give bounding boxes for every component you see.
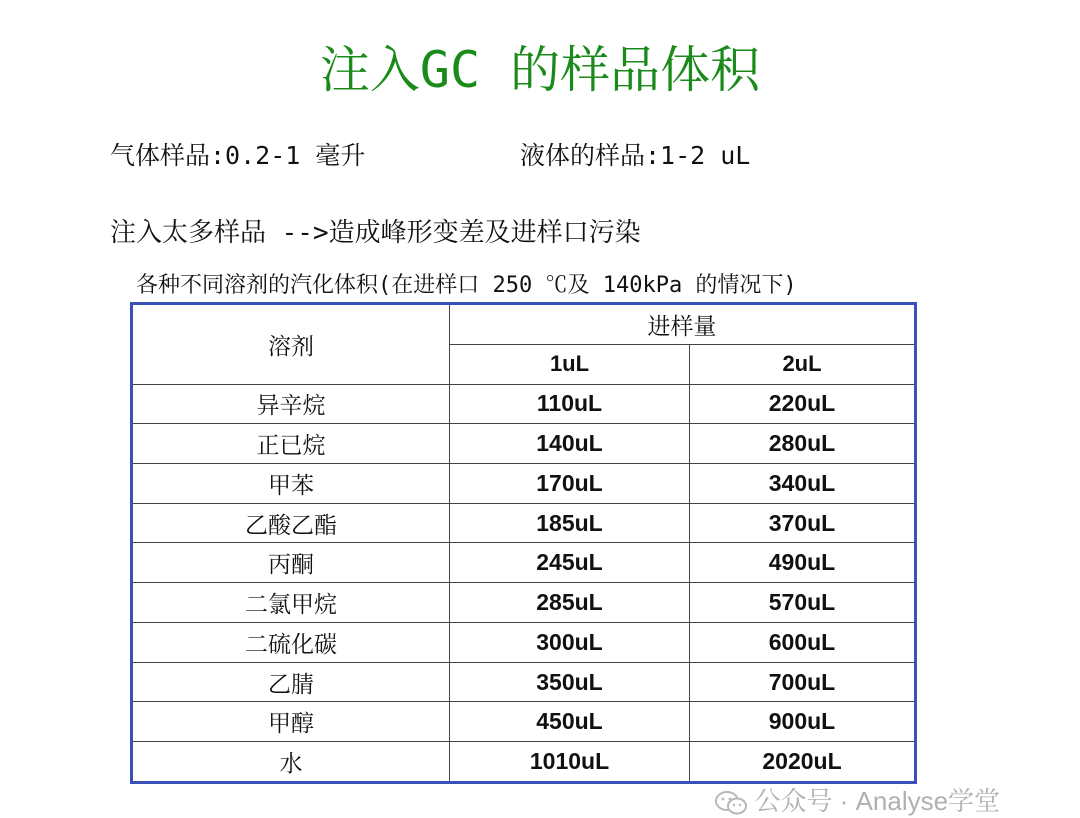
volume-2ul-cell: 600uL xyxy=(690,622,916,662)
solvent-name-cell: 乙腈 xyxy=(132,662,450,702)
volume-1ul-cell: 185uL xyxy=(450,503,690,543)
volume-1ul-cell: 285uL xyxy=(450,583,690,623)
table-row xyxy=(132,702,916,742)
volume-2ul-cell: 2020uL xyxy=(690,742,916,783)
table-row xyxy=(132,583,916,623)
volume-1ul-cell: 300uL xyxy=(450,622,690,662)
solvent-name-cell: 甲苯 xyxy=(132,463,450,503)
table-row xyxy=(132,384,916,424)
volume-2ul-cell: 280uL xyxy=(690,424,916,464)
volume-1ul-cell: 110uL xyxy=(450,384,690,424)
table-row xyxy=(132,424,916,464)
volume-2ul-cell: 570uL xyxy=(690,583,916,623)
wechat-icon xyxy=(714,790,748,816)
slide-title: 注入GC 的样品体积 xyxy=(319,41,761,99)
table-caption: 各种不同溶剂的汽化体积(在进样口 250 ℃及 140kPa 的情况下) xyxy=(136,273,797,298)
solvent-name-cell: 乙酸乙酯 xyxy=(132,503,450,543)
solvent-header: 溶剂 xyxy=(132,304,450,385)
solvent-name-cell: 异辛烷 xyxy=(132,384,450,424)
solvent-name-cell: 甲醇 xyxy=(132,702,450,742)
vaporization-volume-table xyxy=(130,302,917,784)
liquid-sample-volume: 液体的样品:1-2 uL xyxy=(520,141,751,170)
col-2ul-header: 2uL xyxy=(690,344,916,384)
volume-1ul-cell: 450uL xyxy=(450,702,690,742)
gas-sample-volume: 气体样品:0.2-1 毫升 xyxy=(110,141,366,170)
table-row xyxy=(132,503,916,543)
volume-2ul-cell: 340uL xyxy=(690,463,916,503)
volume-2ul-cell: 220uL xyxy=(690,384,916,424)
solvent-name-cell: 二氯甲烷 xyxy=(132,583,450,623)
injection-volume-header: 进样量 xyxy=(450,304,916,345)
col-1ul-header: 1uL xyxy=(450,344,690,384)
table-row xyxy=(132,543,916,583)
volume-1ul-cell: 350uL xyxy=(450,662,690,702)
table-header-row xyxy=(132,304,916,345)
volume-2ul-cell: 370uL xyxy=(690,503,916,543)
solvent-name-cell: 丙酮 xyxy=(132,543,450,583)
volume-1ul-cell: 140uL xyxy=(450,424,690,464)
solvent-name-cell: 二硫化碳 xyxy=(132,622,450,662)
volume-1ul-cell: 1010uL xyxy=(450,742,690,783)
table-row xyxy=(132,662,916,702)
solvent-name-cell: 正已烷 xyxy=(132,424,450,464)
overload-warning: 注入太多样品 -->造成峰形变差及进样口污染 xyxy=(110,218,641,248)
volume-2ul-cell: 490uL xyxy=(690,543,916,583)
volume-1ul-cell: 245uL xyxy=(450,543,690,583)
volume-2ul-cell: 900uL xyxy=(690,702,916,742)
volume-2ul-cell: 700uL xyxy=(690,662,916,702)
volume-1ul-cell: 170uL xyxy=(450,463,690,503)
watermark xyxy=(700,750,1000,818)
solvent-name-cell: 水 xyxy=(132,742,450,783)
table-row xyxy=(132,463,916,503)
watermark-text: 公众号 · Analyse学堂 xyxy=(754,786,1001,816)
table-row xyxy=(132,622,916,662)
